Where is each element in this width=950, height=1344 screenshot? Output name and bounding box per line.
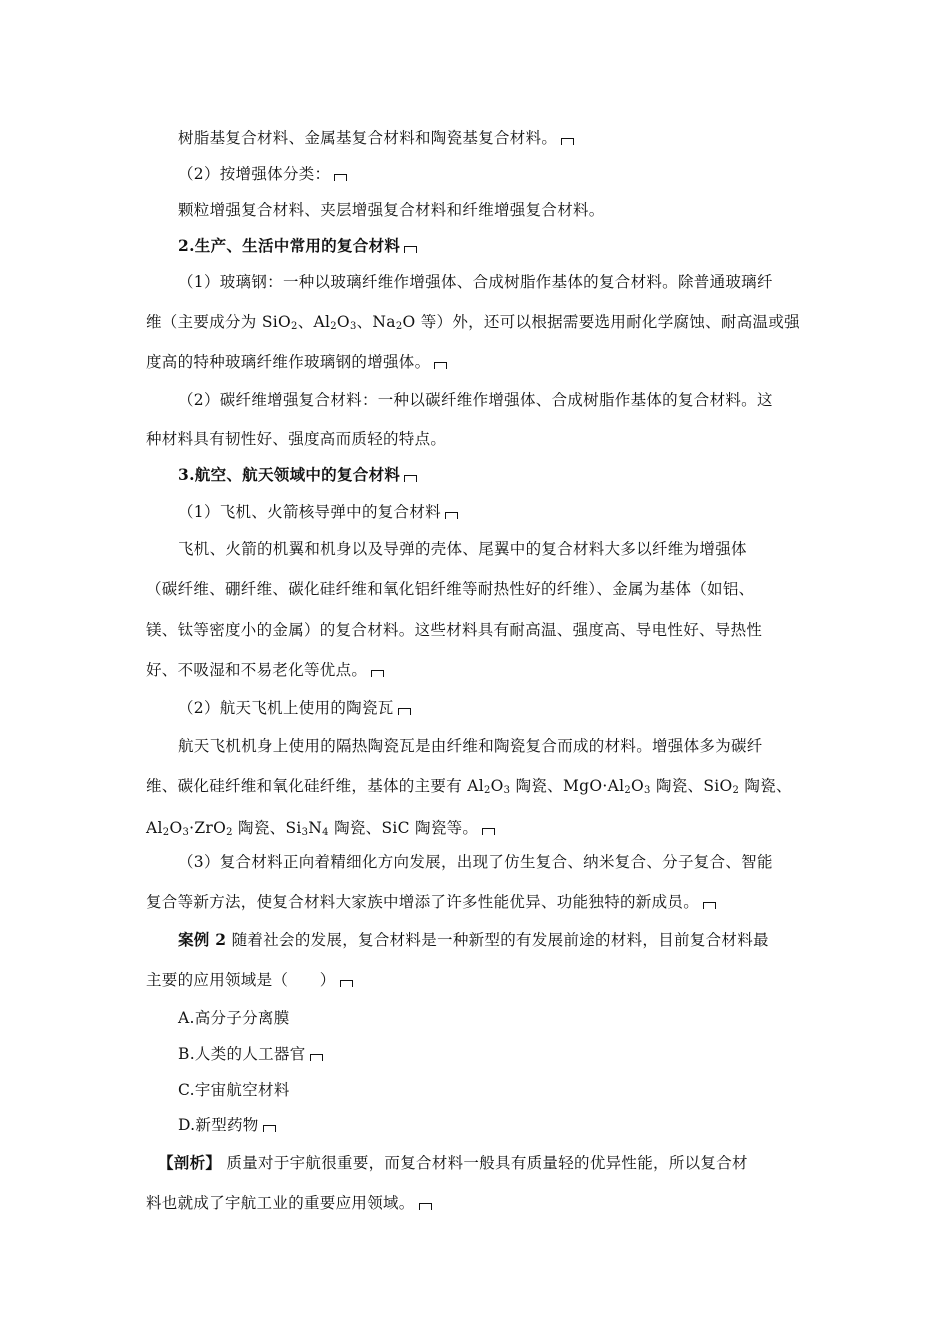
subscript: 2 xyxy=(732,785,740,796)
text-line xyxy=(146,776,792,796)
text-line xyxy=(178,698,411,718)
text-line xyxy=(146,660,384,680)
text: 主要的应用领域是（ ） xyxy=(146,971,336,989)
subscript: 3 xyxy=(301,827,309,838)
text: 度高的特种玻璃纤维作玻璃钢的增强体。 xyxy=(146,353,431,371)
paragraph-mark-icon xyxy=(434,362,447,369)
subscript: 3 xyxy=(644,785,651,796)
option-a xyxy=(178,1008,290,1028)
paragraph-mark-icon xyxy=(334,174,347,181)
text: B.人类的人工器官 xyxy=(178,1045,306,1063)
text-line xyxy=(178,164,347,184)
text: （1）玻璃钢：一种以玻璃纤维作增强体、合成树脂作基体的复合材料。除普通玻璃纤 xyxy=(178,273,773,291)
subscript: 2 xyxy=(395,321,403,332)
subscript: 2 xyxy=(162,827,170,838)
text: 飞机、火箭的机翼和机身以及导弹的壳体、尾翼中的复合材料大多以纤维为增强体 xyxy=(178,540,747,558)
text: 2.生产、生活中常用的复合材料 xyxy=(178,236,401,255)
text: O xyxy=(169,819,183,837)
paragraph-mark-icon xyxy=(482,828,495,835)
text: ·ZrO xyxy=(189,819,227,837)
section-heading xyxy=(178,465,417,485)
text-line xyxy=(178,128,574,148)
text-line xyxy=(146,970,353,990)
analysis-label: 【剖析】 xyxy=(158,1153,222,1172)
subscript: 3 xyxy=(349,321,357,332)
paragraph-mark-icon xyxy=(404,246,417,253)
text: O xyxy=(490,777,504,795)
text: 料也就成了宇航工业的重要应用领域。 xyxy=(146,1194,415,1212)
text: 质量对于宇航很重要，而复合材料一般具有质量轻的优异性能，所以复合材 xyxy=(221,1154,748,1172)
text: 维、碳化硅纤维和氧化硅纤维，基体的主要有 Al xyxy=(146,777,484,795)
subscript: 3 xyxy=(182,827,190,838)
subscript: 4 xyxy=(322,827,329,838)
text: C.宇宙航空材料 xyxy=(178,1081,290,1099)
text: （2）碳纤维增强复合材料：一种以碳纤维作增强体、合成树脂作基体的复合材料。这 xyxy=(178,391,773,409)
text-line xyxy=(178,736,763,756)
subscript: 3 xyxy=(503,785,511,796)
paragraph-mark-icon xyxy=(371,670,384,677)
text-line xyxy=(178,930,769,950)
text: D.新型药物 xyxy=(178,1116,259,1134)
text: 陶瓷、MgO·Al xyxy=(510,777,625,795)
text: O xyxy=(631,777,645,795)
text: 维（主要成分为 SiO xyxy=(146,313,292,331)
text: （1）飞机、火箭核导弹中的复合材料 xyxy=(178,503,441,521)
text: 航天飞机机身上使用的隔热陶瓷瓦是由纤维和陶瓷复合而成的材料。增强体多为碳纤 xyxy=(178,737,763,755)
text: 陶瓷、SiO xyxy=(650,777,733,795)
text: （2）航天飞机上使用的陶瓷瓦 xyxy=(178,699,394,717)
text-line xyxy=(178,539,747,559)
text: 复合等新方法，使复合材料大家族中增添了许多性能优异、功能独特的新成员。 xyxy=(146,893,700,911)
text: 树脂基复合材料、金属基复合材料和陶瓷基复合材料。 xyxy=(178,129,558,147)
paragraph-mark-icon xyxy=(404,475,417,482)
text: 、Na xyxy=(356,313,396,331)
text: A.高分子分离膜 xyxy=(178,1009,290,1027)
text: （2）按增强体分类： xyxy=(178,165,331,183)
text-line xyxy=(146,620,762,640)
text-line xyxy=(178,200,605,220)
text: 颗粒增强复合材料、夹层增强复合材料和纤维增强复合材料。 xyxy=(178,201,605,219)
text-line xyxy=(146,892,716,912)
text: Al xyxy=(146,819,163,837)
paragraph-mark-icon xyxy=(419,1203,432,1210)
paragraph-mark-icon xyxy=(263,1125,276,1132)
subscript: 2 xyxy=(330,321,337,332)
paragraph-mark-icon xyxy=(445,512,458,519)
paragraph-mark-icon xyxy=(340,980,353,987)
text: O 等）外，还可以根据需要选用耐化学腐蚀、耐高温或强 xyxy=(402,313,800,331)
text-line xyxy=(178,390,773,410)
text: 3.航空、航天领域中的复合材料 xyxy=(178,465,401,484)
paragraph-mark-icon xyxy=(398,708,411,715)
option-b xyxy=(178,1044,323,1064)
paragraph-mark-icon xyxy=(703,902,716,909)
text: 随着社会的发展，复合材料是一种新型的有发展前途的材料，目前复合材料最 xyxy=(226,931,769,949)
text: （3）复合材料正向着精细化方向发展，出现了仿生复合、纳米复合、分子复合、智能 xyxy=(178,853,773,871)
text: N xyxy=(308,819,323,837)
case-label: 案例 2 xyxy=(178,930,227,949)
text: O xyxy=(336,313,350,331)
text: 镁、钛等密度小的金属）的复合材料。这些材料具有耐高温、强度高、导电性好、导热性 xyxy=(146,621,763,639)
text: 陶瓷、Si xyxy=(232,819,302,837)
subscript: 2 xyxy=(483,785,491,796)
text-line xyxy=(158,1153,748,1173)
subscript: 2 xyxy=(624,785,632,796)
text-line xyxy=(146,1193,432,1213)
paragraph-mark-icon xyxy=(561,138,574,145)
text: 陶瓷、SiC 陶瓷等。 xyxy=(328,819,479,837)
text-line xyxy=(178,852,773,872)
text-line xyxy=(178,502,458,522)
subscript: 2 xyxy=(291,321,298,332)
paragraph-mark-icon xyxy=(310,1054,323,1061)
section-heading xyxy=(178,236,417,256)
subscript: 2 xyxy=(226,827,233,838)
text: 、Al xyxy=(297,313,331,331)
text-line xyxy=(146,579,754,599)
text: 陶瓷、 xyxy=(739,777,792,795)
text-line xyxy=(146,312,800,332)
option-c xyxy=(178,1080,290,1100)
text-line xyxy=(146,429,446,449)
text: 好、不吸湿和不易老化等优点。 xyxy=(146,661,368,679)
text: （碳纤维、硼纤维、碳化硅纤维和氧化铝纤维等耐热性好的纤维）、金属为基体（如铝、 xyxy=(146,580,755,598)
text-line xyxy=(178,272,773,292)
option-d xyxy=(178,1115,276,1135)
text-line xyxy=(146,818,495,838)
text: 种材料具有韧性好、强度高而质轻的特点。 xyxy=(146,430,447,448)
text-line xyxy=(146,352,447,372)
